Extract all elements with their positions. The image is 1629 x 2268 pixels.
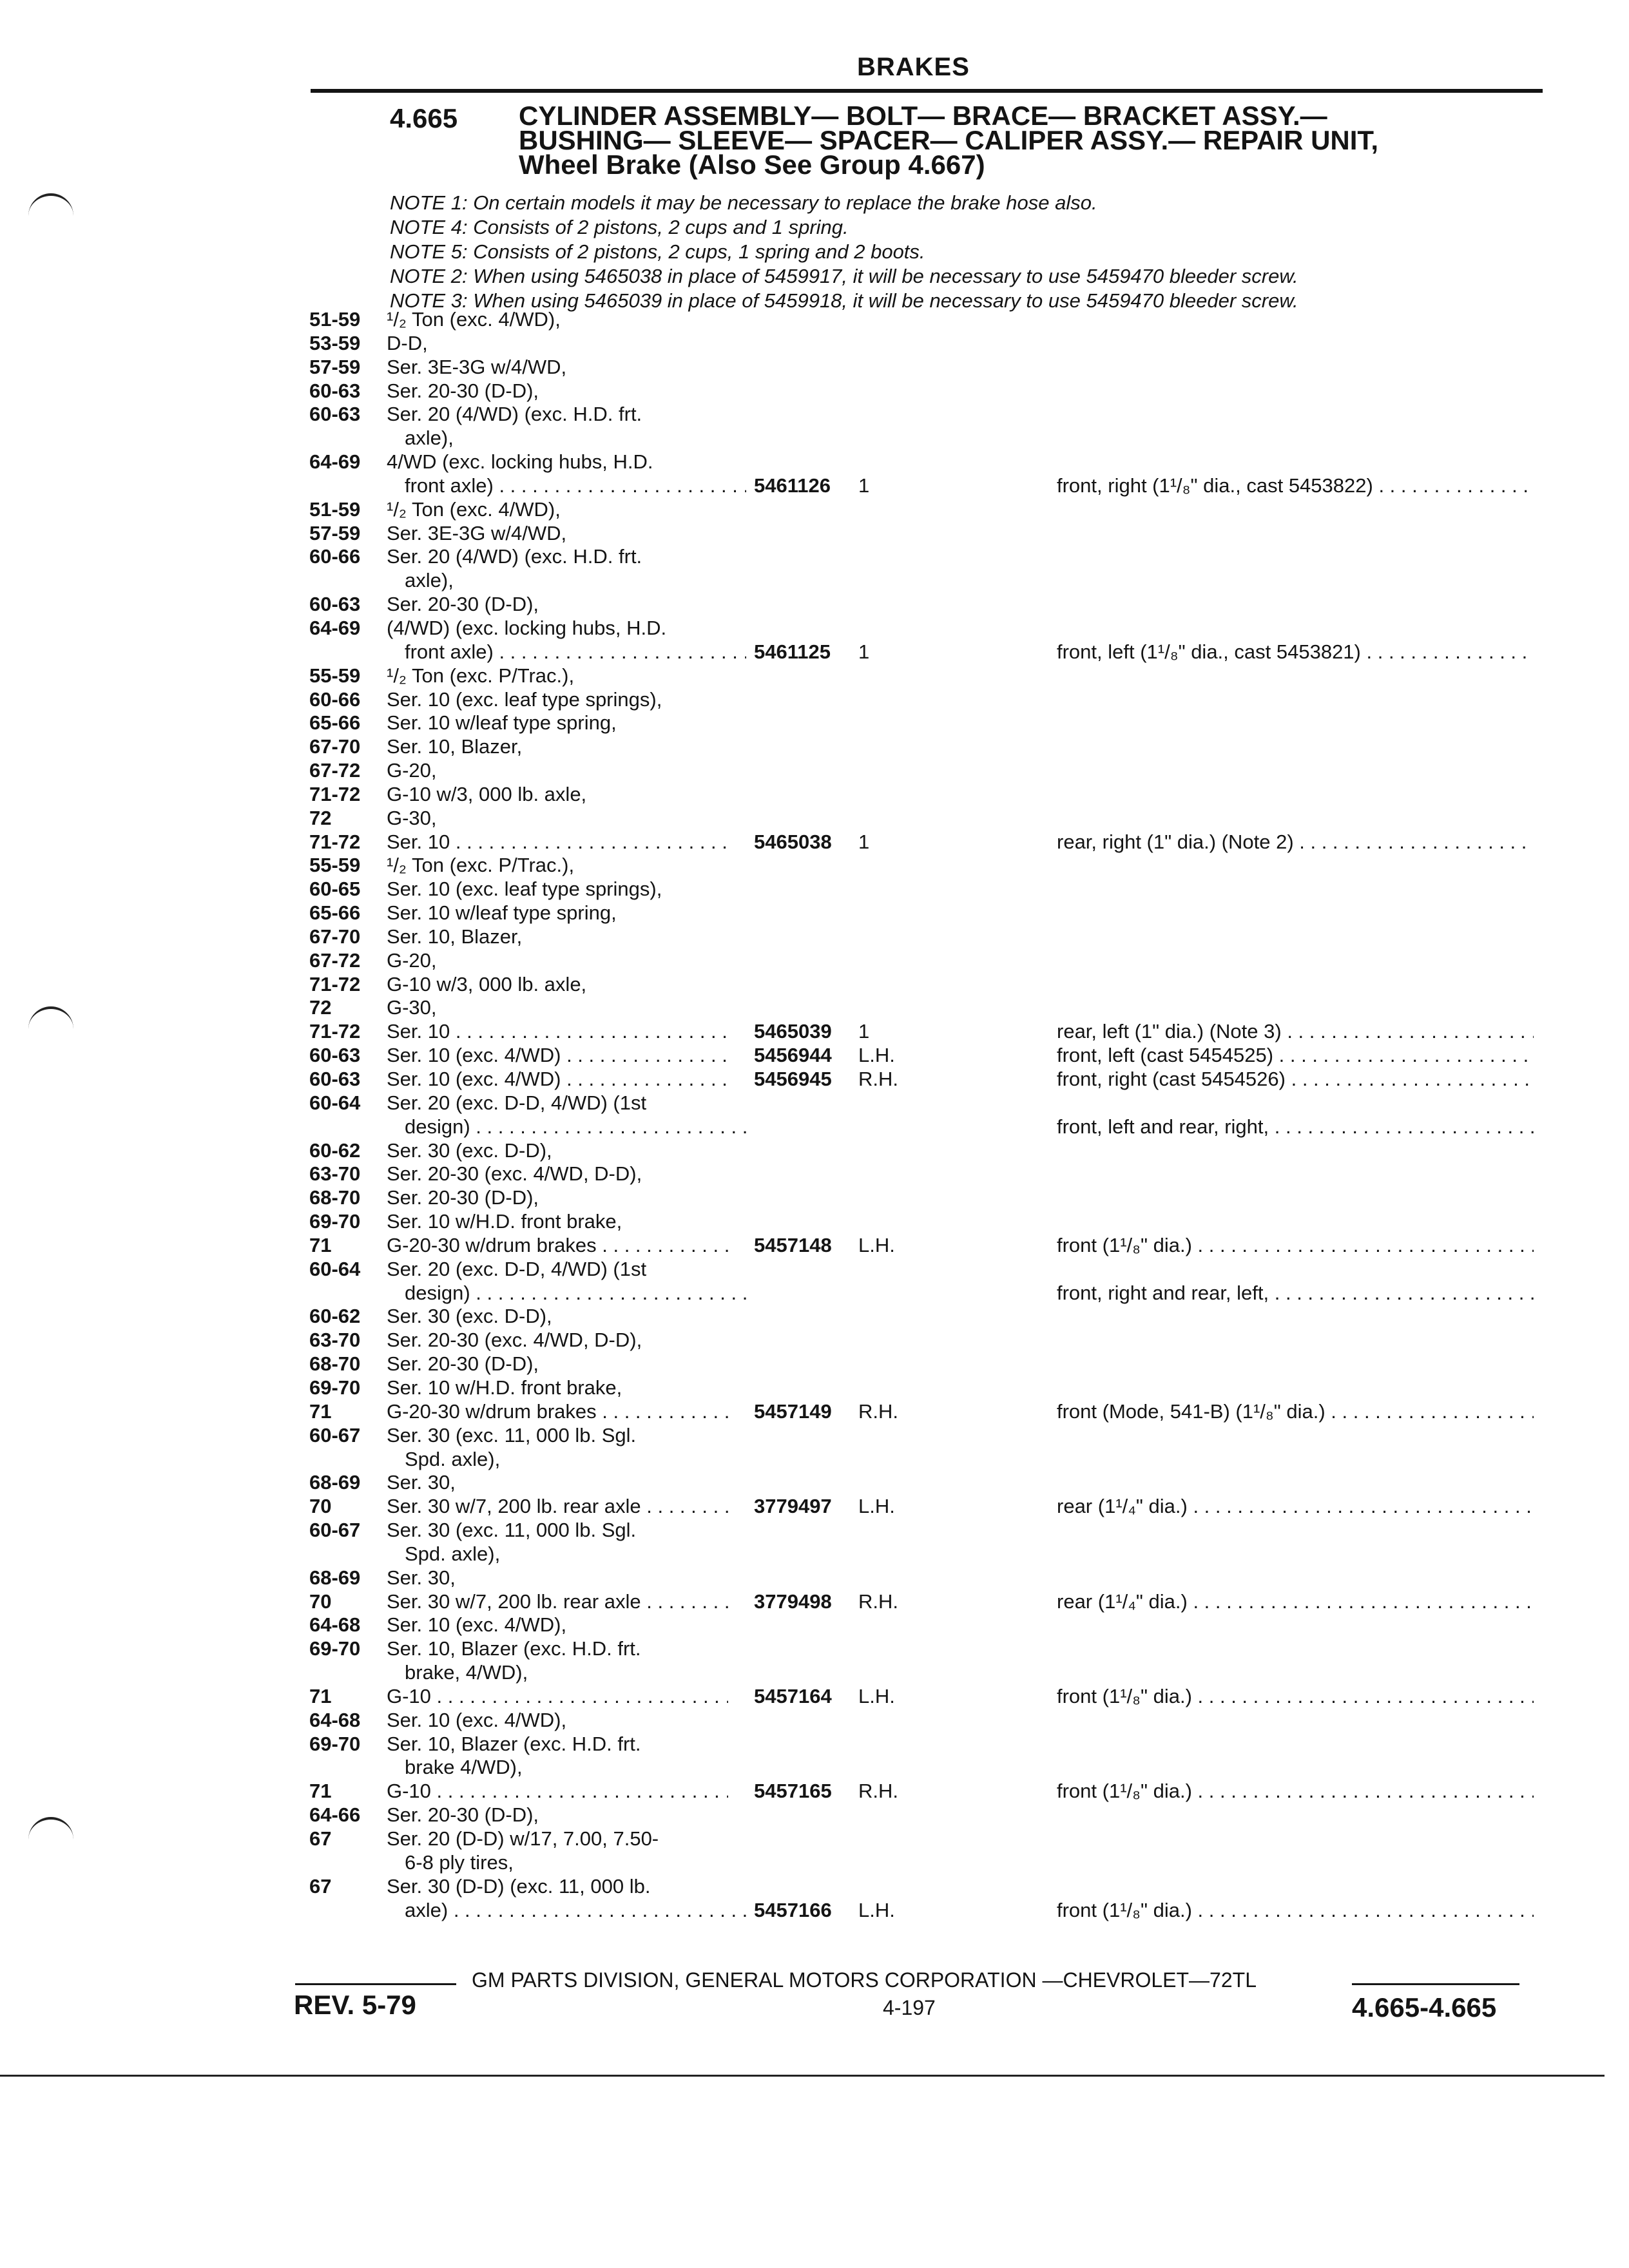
part-entry-line <box>0 1234 1629 1258</box>
part-entry-line <box>0 1495 1629 1519</box>
model-description: Ser. 20 (D-D) w/17, 7.00, 7.50- <box>387 1827 659 1850</box>
model-description: design) . . . <box>405 1115 746 1139</box>
model-description: Ser. 20-30 (D-D), <box>387 1186 539 1209</box>
model-description: Ser. 20 (exc. D-D, 4/WD) (1st <box>387 1091 647 1114</box>
part-entry-line <box>0 783 1629 807</box>
model-year: 55-59 <box>309 854 361 877</box>
model-year: 57-59 <box>309 355 361 378</box>
footer-organization: GM PARTS DIVISION, GENERAL MOTORS CORPORATION —CHEVROLET—72TL <box>472 1968 1257 1992</box>
model-year: 71 <box>309 1233 332 1256</box>
model-description: front axle) . . . <box>405 640 746 664</box>
page-number: 4-197 <box>883 1996 936 2019</box>
part-entry-line <box>0 1661 1629 1685</box>
part-entry-line <box>0 1733 1629 1756</box>
part-entry-line <box>0 901 1629 925</box>
part-name: rear, right (1" dia.) (Note 2) . . . <box>1057 831 1534 854</box>
quantity-or-side: R.H. <box>858 1068 898 1090</box>
part-number: 5461125 <box>754 640 831 663</box>
part-entry-line <box>0 1590 1629 1614</box>
note-line: NOTE 3: When using 5465039 in place of 5459918, it will be necessary to use 5459470 bleeder screw. <box>390 289 1298 312</box>
model-year: 71 <box>309 1780 332 1803</box>
part-name: front (1¹/₈" dia.) . . . <box>1057 1234 1534 1258</box>
quantity-or-side: 1 <box>858 474 870 497</box>
part-entry-line <box>0 498 1629 522</box>
model-year: 68-69 <box>309 1566 361 1589</box>
header-rule <box>311 89 1543 93</box>
model-description: G-10 w/3, 000 lb. axle, <box>387 972 587 995</box>
part-entry-line <box>0 996 1629 1020</box>
model-year: 71 <box>309 1399 332 1423</box>
model-description: Ser. 10 (exc. 4/WD), <box>387 1708 567 1731</box>
model-description: brake 4/WD), <box>405 1756 523 1779</box>
part-entry-line <box>0 617 1629 640</box>
model-year: 60-63 <box>309 593 361 616</box>
part-entry-line <box>0 664 1629 688</box>
model-description: ¹/₂ Ton (exc. 4/WD), <box>387 497 561 521</box>
quantity-or-side: L.H. <box>858 1044 895 1067</box>
part-entry-line <box>0 1566 1629 1590</box>
part-entry-line <box>0 1044 1629 1068</box>
part-entry-line <box>0 735 1629 759</box>
model-year: 67 <box>309 1874 332 1898</box>
model-year: 71 <box>309 1684 332 1707</box>
note-line: NOTE 2: When using 5465038 in place of 5459917, it will be necessary to use 5459470 bleeder screw. <box>390 265 1298 287</box>
part-entry-line <box>0 332 1629 356</box>
model-description: Ser. 30 (D-D) (exc. 11, 000 lb. <box>387 1874 651 1898</box>
model-description: (4/WD) (exc. locking hubs, H.D. <box>387 616 667 639</box>
section-title-line: BUSHING— SLEEVE— SPACER— CALIPER ASSY.— REPAIR UNIT, <box>519 125 1379 155</box>
model-description: Spd. axle), <box>405 1447 501 1470</box>
part-entry-line <box>0 1471 1629 1495</box>
section-title-line: Wheel Brake (Also See Group 4.667) <box>519 149 985 180</box>
model-description: G-10 w/3, 000 lb. axle, <box>387 782 587 805</box>
model-description: Ser. 30 (exc. D-D), <box>387 1305 552 1328</box>
model-description: Ser. 10, Blazer (exc. H.D. frt. <box>387 1732 641 1755</box>
model-description: ¹/₂ Ton (exc. 4/WD), <box>387 308 561 331</box>
model-description: Ser. 10 (exc. leaf type springs), <box>387 687 662 711</box>
model-description: G-20, <box>387 948 437 972</box>
model-description: Ser. 10 (exc. 4/WD), <box>387 1613 567 1637</box>
footer-rule <box>295 1983 456 1985</box>
part-name: front, right and rear, left, . . . <box>1057 1282 1534 1305</box>
part-entry-line <box>0 522 1629 546</box>
model-description: Ser. 10 . . . <box>387 831 728 854</box>
model-description: Spd. axle), <box>405 1542 501 1565</box>
model-description: brake, 4/WD), <box>405 1661 528 1684</box>
part-number: 5465038 <box>754 830 832 853</box>
model-year: 69-70 <box>309 1637 361 1660</box>
quantity-or-side: L.H. <box>858 1898 895 1921</box>
model-description: G-30, <box>387 996 437 1019</box>
section-number: 4.665 <box>390 103 458 133</box>
part-entry-line <box>0 1803 1629 1827</box>
model-year: 60-62 <box>309 1305 361 1328</box>
part-name: front, left (1¹/₈" dia., cast 5453821) . . . <box>1057 640 1534 664</box>
model-year: 60-63 <box>309 1068 361 1090</box>
model-year: 60-67 <box>309 1519 361 1542</box>
model-year: 68-69 <box>309 1471 361 1494</box>
part-name: front, right (cast 5454526) . . . <box>1057 1068 1534 1091</box>
model-year: 64-69 <box>309 450 361 474</box>
model-year: 71-72 <box>309 1020 361 1043</box>
page-bottom-rule <box>0 2075 1605 2077</box>
model-year: 69-70 <box>309 1376 361 1399</box>
part-entry-line <box>0 688 1629 712</box>
quantity-or-side: 1 <box>858 1020 870 1043</box>
model-description: D-D, <box>387 331 428 354</box>
part-entry-line <box>0 1613 1629 1637</box>
model-year: 63-70 <box>309 1162 361 1186</box>
part-entry-line <box>0 403 1629 427</box>
part-entry-line <box>0 545 1629 569</box>
part-number: 5457149 <box>754 1399 832 1423</box>
part-entry-line <box>0 1091 1629 1115</box>
model-year: 57-59 <box>309 521 361 544</box>
part-entry-line <box>0 1899 1629 1923</box>
part-entry-line <box>0 1352 1629 1376</box>
parts-list <box>0 308 1629 1922</box>
model-year: 65-66 <box>309 901 361 925</box>
note-line: NOTE 1: On certain models it may be necessary to replace the brake hose also. <box>390 191 1097 214</box>
model-year: 64-66 <box>309 1803 361 1827</box>
part-entry-line <box>0 1448 1629 1472</box>
model-year: 69-70 <box>309 1732 361 1755</box>
model-description: Ser. 10 (exc. 4/WD) . . . <box>387 1044 728 1068</box>
model-description: ¹/₂ Ton (exc. P/Trac.), <box>387 664 575 687</box>
model-description: G-10 . . . <box>387 1780 728 1803</box>
model-description: Ser. 10 . . . <box>387 1020 728 1044</box>
model-year: 71-72 <box>309 972 361 995</box>
model-year: 67 <box>309 1827 332 1850</box>
part-entry-line <box>0 1376 1629 1400</box>
part-number: 5456945 <box>754 1068 832 1090</box>
model-description: design) . . . <box>405 1282 746 1305</box>
part-name: front, left and rear, right, . . . <box>1057 1115 1534 1139</box>
model-year: 68-70 <box>309 1186 361 1209</box>
model-description: Ser. 10, Blazer, <box>387 925 523 948</box>
part-entry-line <box>0 1162 1629 1186</box>
quantity-or-side: 1 <box>858 830 870 853</box>
model-year: 60-65 <box>309 878 361 901</box>
model-description: Ser. 20-30 (D-D), <box>387 593 539 616</box>
part-entry-line <box>0 973 1629 997</box>
model-description: Ser. 30, <box>387 1471 456 1494</box>
model-year: 69-70 <box>309 1210 361 1233</box>
part-entry-line <box>0 1685 1629 1709</box>
part-entry-line <box>0 1756 1629 1780</box>
part-entry-line <box>0 925 1629 949</box>
part-entry-line <box>0 1827 1629 1851</box>
model-description: ¹/₂ Ton (exc. P/Trac.), <box>387 854 575 877</box>
part-number: 5457164 <box>754 1684 832 1707</box>
model-description: Ser. 30 w/7, 200 lb. rear axle . . . <box>387 1590 728 1614</box>
note-line: NOTE 5: Consists of 2 pistons, 2 cups, 1 spring and 2 boots. <box>390 240 925 263</box>
note-line: NOTE 4: Consists of 2 pistons, 2 cups and 1 spring. <box>390 216 849 238</box>
model-year: 60-66 <box>309 687 361 711</box>
model-year: 60-67 <box>309 1423 361 1446</box>
part-entry-line <box>0 356 1629 380</box>
model-description: Ser. 3E-3G w/4/WD, <box>387 355 567 378</box>
part-entry-line <box>0 1258 1629 1282</box>
part-name: front (Mode, 541-B) (1¹/₈" dia.) . . . <box>1057 1400 1534 1424</box>
model-year: 51-59 <box>309 308 361 331</box>
part-entry-line <box>0 593 1629 617</box>
notes-block <box>390 191 1298 313</box>
model-description: Ser. 30 (exc. 11, 000 lb. Sgl. <box>387 1519 637 1542</box>
part-name: front (1¹/₈" dia.) . . . <box>1057 1899 1534 1923</box>
model-year: 60-62 <box>309 1139 361 1162</box>
model-description: Ser. 30, <box>387 1566 456 1589</box>
quantity-or-side: L.H. <box>858 1233 895 1256</box>
part-entry-line <box>0 1875 1629 1899</box>
part-number: 5457148 <box>754 1233 832 1256</box>
part-number: 5456944 <box>754 1044 832 1067</box>
model-description: Ser. 10 w/leaf type spring, <box>387 901 617 925</box>
part-name: rear (1¹/₄" dia.) . . . <box>1057 1590 1534 1614</box>
model-description: Ser. 10 w/H.D. front brake, <box>387 1376 622 1399</box>
model-description: Ser. 30 (exc. D-D), <box>387 1139 552 1162</box>
model-year: 60-64 <box>309 1257 361 1280</box>
model-description: Ser. 10, Blazer (exc. H.D. frt. <box>387 1637 641 1660</box>
part-number: 3779498 <box>754 1590 832 1613</box>
part-name: front (1¹/₈" dia.) . . . <box>1057 1685 1534 1709</box>
part-name: front (1¹/₈" dia.) . . . <box>1057 1780 1534 1803</box>
model-description: Ser. 20-30 (D-D), <box>387 1803 539 1827</box>
part-number: 5461126 <box>754 474 831 497</box>
model-description: G-20-30 w/drum brakes . . . <box>387 1400 728 1424</box>
part-name: front, left (cast 5454525) . . . <box>1057 1044 1534 1068</box>
part-entry-line <box>0 1186 1629 1210</box>
part-entry-line <box>0 569 1629 593</box>
model-year: 64-69 <box>309 616 361 639</box>
part-entry-line <box>0 1020 1629 1044</box>
model-year: 51-59 <box>309 497 361 521</box>
model-description: axle), <box>405 427 454 450</box>
model-year: 71-72 <box>309 830 361 853</box>
model-year: 60-63 <box>309 403 361 426</box>
model-description: 6-8 ply tires, <box>405 1850 514 1874</box>
model-description: Ser. 10, Blazer, <box>387 735 523 758</box>
part-entry-line <box>0 1329 1629 1352</box>
model-year: 70 <box>309 1590 332 1613</box>
part-entry-line <box>0 1282 1629 1305</box>
part-entry-line <box>0 1115 1629 1139</box>
part-entry-line <box>0 427 1629 450</box>
part-entry-line <box>0 1424 1629 1448</box>
model-year: 53-59 <box>309 331 361 354</box>
part-entry-line <box>0 450 1629 474</box>
quantity-or-side: R.H. <box>858 1590 898 1613</box>
page-header-title: BRAKES <box>857 53 970 81</box>
model-description: Ser. 20-30 (D-D), <box>387 379 539 402</box>
part-entry-line <box>0 1542 1629 1566</box>
model-description: Ser. 30 w/7, 200 lb. rear axle . . . <box>387 1495 728 1519</box>
model-description: Ser. 20 (4/WD) (exc. H.D. frt. <box>387 545 642 568</box>
model-year: 60-63 <box>309 379 361 402</box>
part-name: rear, left (1" dia.) (Note 3) . . . <box>1057 1020 1534 1044</box>
part-number: 5465039 <box>754 1020 832 1043</box>
model-description: G-10 . . . <box>387 1685 728 1709</box>
model-year: 64-68 <box>309 1708 361 1731</box>
model-description: Ser. 20-30 (exc. 4/WD, D-D), <box>387 1329 642 1352</box>
model-year: 67-72 <box>309 759 361 782</box>
binder-hole-mark <box>28 193 73 222</box>
part-entry-line <box>0 1519 1629 1542</box>
model-description: 4/WD (exc. locking hubs, H.D. <box>387 450 653 474</box>
part-entry-line <box>0 1780 1629 1803</box>
part-number: 5457165 <box>754 1780 832 1803</box>
model-description: axle) . . . <box>405 1899 746 1923</box>
part-name: front, right (1¹/₈" dia., cast 5453822) . . . <box>1057 474 1534 498</box>
part-entry-line <box>0 1709 1629 1733</box>
model-year: 72 <box>309 806 332 829</box>
quantity-or-side: 1 <box>858 640 870 663</box>
revision-label: REV. 5-79 <box>294 1990 416 2020</box>
quantity-or-side: R.H. <box>858 1780 898 1803</box>
part-entry-line <box>0 759 1629 783</box>
part-entry-line <box>0 878 1629 901</box>
model-description: Ser. 30 (exc. 11, 000 lb. Sgl. <box>387 1423 637 1446</box>
part-entry-line <box>0 1851 1629 1875</box>
model-year: 67-70 <box>309 925 361 948</box>
model-description: Ser. 20 (exc. D-D, 4/WD) (1st <box>387 1257 647 1280</box>
model-year: 71-72 <box>309 782 361 805</box>
part-number: 5457166 <box>754 1898 832 1921</box>
model-year: 63-70 <box>309 1329 361 1352</box>
part-entry-line <box>0 1210 1629 1234</box>
model-description: Ser. 20 (4/WD) (exc. H.D. frt. <box>387 403 642 426</box>
model-description: axle), <box>405 569 454 592</box>
quantity-or-side: L.H. <box>858 1495 895 1518</box>
model-year: 67-70 <box>309 735 361 758</box>
part-entry-line <box>0 1400 1629 1424</box>
part-entry-line <box>0 380 1629 403</box>
part-entry-line <box>0 949 1629 973</box>
model-description: Ser. 3E-3G w/4/WD, <box>387 521 567 544</box>
model-year: 60-66 <box>309 545 361 568</box>
model-year: 60-63 <box>309 1044 361 1067</box>
model-description: Ser. 20-30 (D-D), <box>387 1352 539 1376</box>
quantity-or-side: L.H. <box>858 1684 895 1707</box>
part-entry-line <box>0 1637 1629 1661</box>
section-title-line: CYLINDER ASSEMBLY— BOLT— BRACE— BRACKET ASSY.— <box>519 101 1327 131</box>
model-description: Ser. 10 w/H.D. front brake, <box>387 1210 622 1233</box>
model-year: 65-66 <box>309 711 361 735</box>
model-description: Ser. 10 (exc. 4/WD) . . . <box>387 1068 728 1091</box>
part-entry-line <box>0 640 1629 664</box>
model-description: G-20-30 w/drum brakes . . . <box>387 1234 728 1258</box>
part-entry-line <box>0 807 1629 831</box>
model-year: 70 <box>309 1495 332 1518</box>
model-description: G-20, <box>387 759 437 782</box>
model-description: Ser. 10 (exc. leaf type springs), <box>387 878 662 901</box>
part-entry-line <box>0 1305 1629 1329</box>
part-entry-line <box>0 711 1629 735</box>
part-name: rear (1¹/₄" dia.) . . . <box>1057 1495 1534 1519</box>
part-entry-line <box>0 854 1629 878</box>
model-description: Ser. 10 w/leaf type spring, <box>387 711 617 735</box>
quantity-or-side: R.H. <box>858 1399 898 1423</box>
model-year: 55-59 <box>309 664 361 687</box>
section-range: 4.665-4.665 <box>1352 1992 1497 2023</box>
footer-rule <box>1352 1983 1519 1985</box>
part-entry-line <box>0 474 1629 498</box>
model-year: 60-64 <box>309 1091 361 1114</box>
part-entry-line <box>0 1068 1629 1091</box>
model-year: 72 <box>309 996 332 1019</box>
model-year: 64-68 <box>309 1613 361 1637</box>
model-year: 67-72 <box>309 948 361 972</box>
model-description: front axle) . . . <box>405 474 746 498</box>
part-number: 3779497 <box>754 1495 832 1518</box>
part-entry-line <box>0 831 1629 854</box>
model-description: G-30, <box>387 806 437 829</box>
model-description: Ser. 20-30 (exc. 4/WD, D-D), <box>387 1162 642 1186</box>
model-year: 68-70 <box>309 1352 361 1376</box>
part-entry-line <box>0 308 1629 332</box>
part-entry-line <box>0 1139 1629 1163</box>
